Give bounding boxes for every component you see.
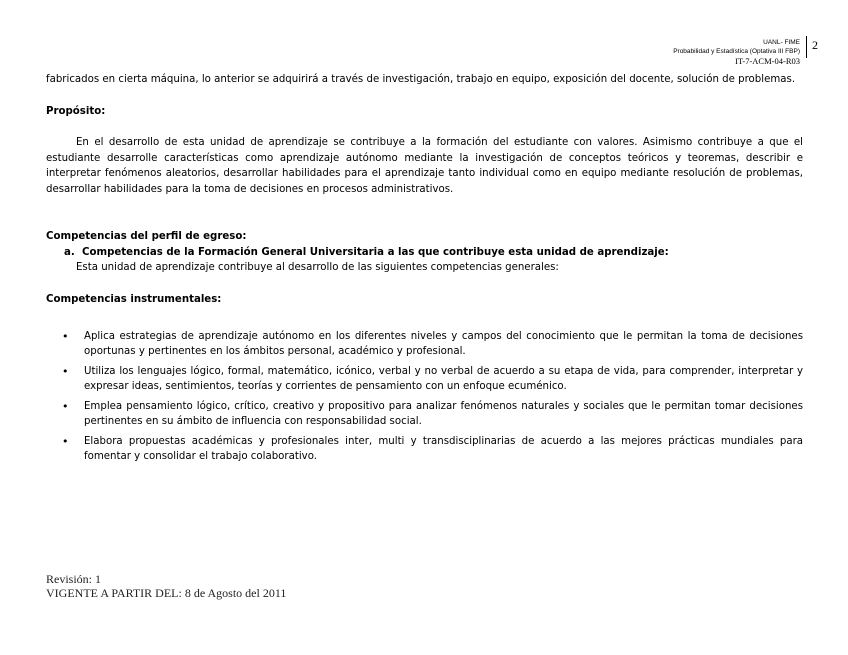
bullet-icon: • <box>62 400 69 413</box>
proposito-paragraph: En el desarrollo de esta unidad de aprendizaje se contribuye a la formación del estudiante con valores. Asimismo contribuye a que el estudiante desarrolle características como aprendizaje autónomo mediante la investigación de conceptos teóricos y teoremas, describir e interpretar fenómenos aleatorios, desarrollar habilidades para el aprendizaje tanto individual como en equipo mediante resolución de problemas, desarrollar habilidades para la toma de decisiones en procesos administrativos. <box>46 137 803 195</box>
continuation-paragraph: fabricados en cierta máquina, lo anterior se adquirirá a través de investigación, trabajo en equipo, exposición del docente, solución de problemas. <box>46 74 796 85</box>
footer-effective-date: VIGENTE A PARTIR DEL: 8 de Agosto del 2011 <box>46 586 287 600</box>
bullet-icon: • <box>62 365 69 378</box>
bullet-icon: • <box>62 330 69 343</box>
instrumentales-heading: Competencias instrumentales: <box>46 293 222 305</box>
footer-revision: Revisión: 1 <box>46 572 102 586</box>
competencias-list <box>46 329 803 464</box>
bullet-icon: • <box>62 435 69 448</box>
sub-heading-text: Competencias de la Formación General Universitaria a las que contribuye esta unidad de aprendizaje: <box>82 246 669 258</box>
list-item <box>46 329 803 359</box>
list-item-text: Utiliza los lenguajes lógico, formal, matemático, icónico, verbal y no verbal de acuerdo a su etapa de vida, para comprender, interpretar y expresar ideas, sentimientos, teorías y corrientes de pensamiento con un enfoque ecuménico. <box>84 366 803 392</box>
competencias-note: Esta unidad de aprendizaje contribuye al desarrollo de las siguientes competencias generales: <box>76 262 559 273</box>
list-item <box>46 434 803 464</box>
page-header <box>673 38 800 66</box>
header-institution: UANL- FIME <box>763 39 800 46</box>
header-divider <box>806 36 807 58</box>
list-item-text: Elabora propuestas académicas y profesionales inter, multi y transdisciplinarias de acuerdo a las mejores prácticas mundiales para fomentar y consolidar el trabajo colaborativo. <box>84 436 803 462</box>
document-body <box>46 72 803 469</box>
page-footer <box>46 572 286 600</box>
page-number: 2 <box>812 38 818 52</box>
sub-letter: a. <box>64 246 75 258</box>
header-course: Probabilidad y Estadística (Optativa III FBP) <box>673 48 800 55</box>
list-item-text: Aplica estrategias de aprendizaje autónomo en los diferentes niveles y campos del conocimiento que le permitan la toma de decisiones oportunas y pertinentes en los ámbitos personal, académico y profesional. <box>84 331 803 357</box>
list-item <box>46 399 803 429</box>
competencias-heading: Competencias del perfil de egreso: <box>46 231 247 242</box>
competencias-subheading <box>46 245 803 261</box>
list-item <box>46 364 803 394</box>
list-item-text: Emplea pensamiento lógico, crítico, creativo y propositivo para analizar fenómenos naturales y sociales que le permitan tomar decisiones pertinentes en su ámbito de influencia con responsabilidad social. <box>84 401 803 427</box>
header-doc-code: IT-7-ACM-04-R03 <box>735 56 800 66</box>
proposito-heading: Propósito: <box>46 105 106 117</box>
